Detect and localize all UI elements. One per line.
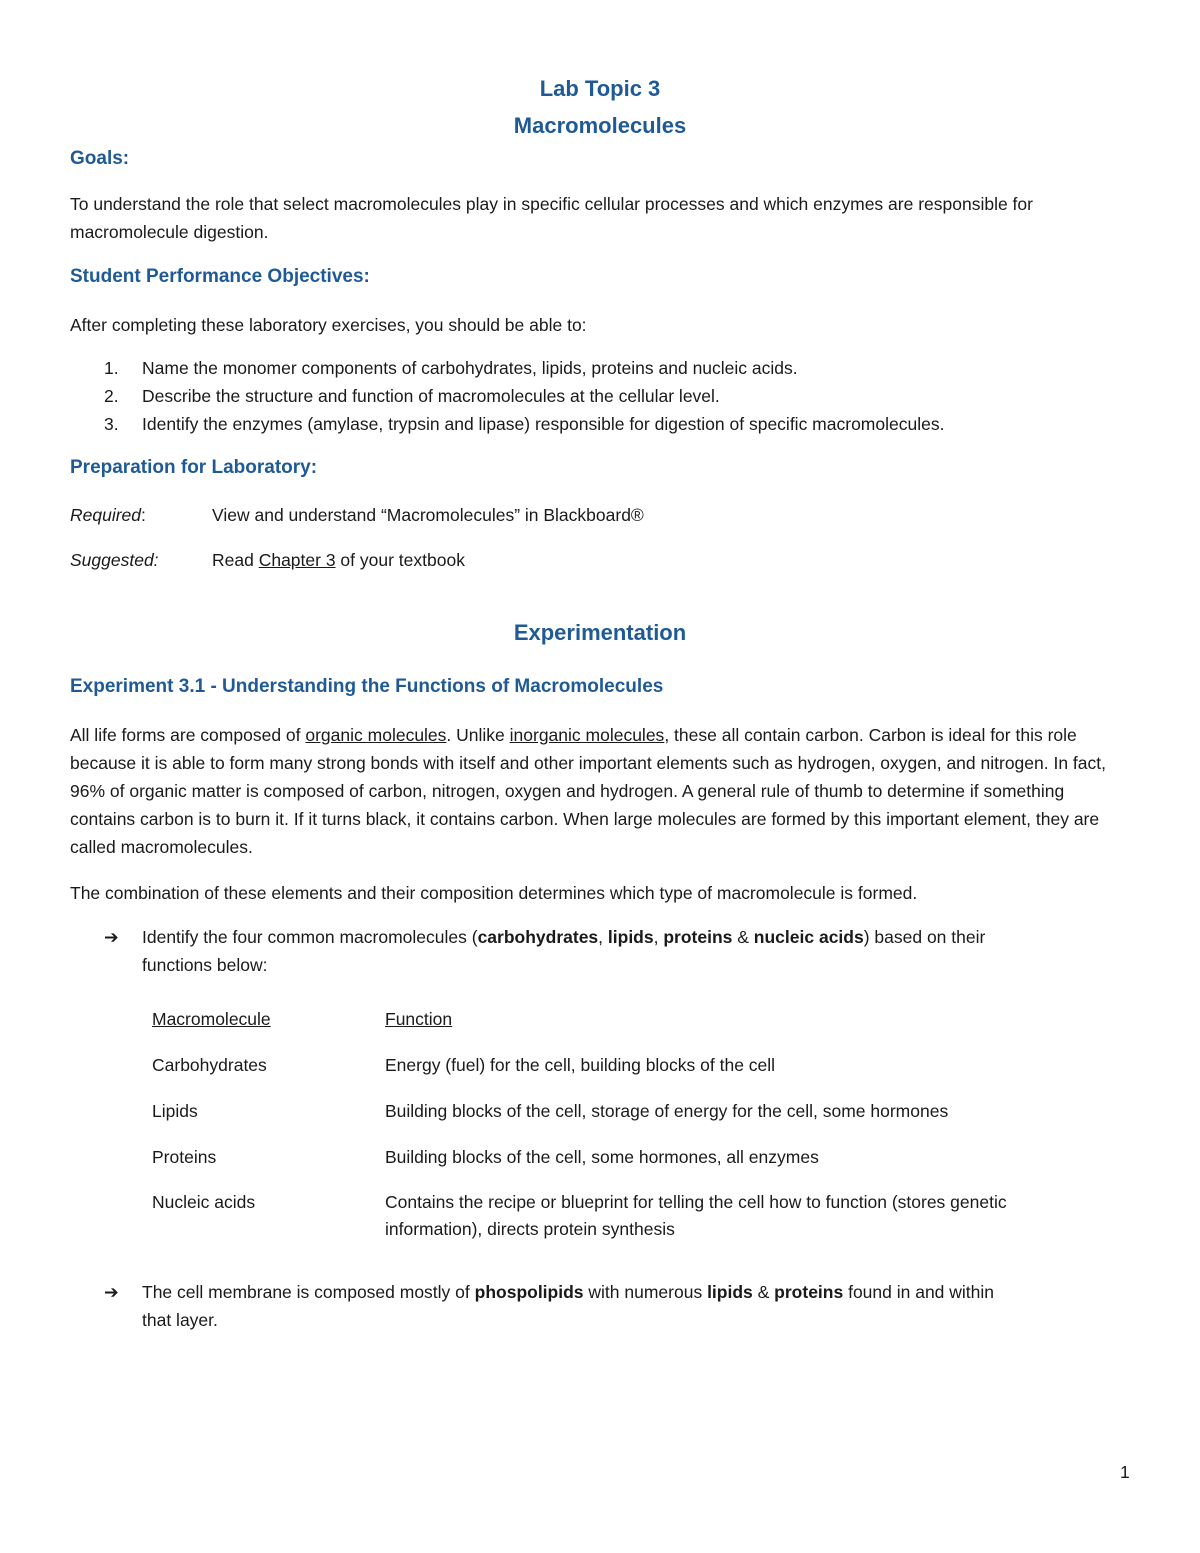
required-colon: : (141, 505, 146, 525)
experimentation-heading: Experimentation (513, 620, 687, 645)
objective-item (104, 382, 720, 410)
required-text: View and understand “Macromolecules” in Blackboard® (212, 505, 644, 525)
bold-term: lipids (607, 927, 654, 947)
objective-number: 1. (104, 358, 119, 378)
table-cell-function: Building blocks of the cell, some hormones, all enzymes (385, 1147, 819, 1167)
organic-molecules-link[interactable]: organic molecules (305, 725, 447, 745)
required-label: Required (70, 505, 142, 525)
objective-text: Name the monomer components of carbohydrates, lipids, proteins and nucleic acids. (142, 358, 798, 378)
table-cell-name: Carbohydrates (152, 1055, 267, 1075)
bold-term: phospolipids (474, 1282, 584, 1302)
bullet-text: with numerous (583, 1282, 708, 1302)
bullet-identify (104, 923, 985, 951)
bullet-text: found in and within (843, 1282, 995, 1302)
paragraph-text: All life forms are composed of (70, 725, 306, 745)
objectives-heading: Student Performance Objectives: (70, 266, 370, 287)
table-cell-name: Nucleic acids (152, 1192, 256, 1212)
table-cell-name: Proteins (152, 1147, 217, 1167)
bullet-text: Identify the four common macromolecules ( (142, 927, 478, 947)
paragraph-text: , these all contain carbon. Carbon is ideal for this role because it is able to form many strong bonds with itself and other important elements such as hydrogen, oxygen, and nitrogen. In fact, 96% of organic matter is composed of carbon, nitrogen, oxygen and hydrogen. A general rule of thumb to determine if something contains carbon is to burn it. If it turns black, it contains carbon. When large molecules are formed by this important element, they are called macromolecules. (70, 725, 1106, 857)
paragraph-combination: The combination of these elements and their composition determines which type of macromolecule is formed. (70, 883, 918, 903)
suggested-label: Suggested: (70, 550, 159, 570)
chapter-link[interactable]: Chapter 3 (258, 550, 336, 570)
bold-term: nucleic acids (753, 927, 864, 947)
bullet-text: The cell membrane is composed mostly of (142, 1282, 475, 1302)
table-header-macromolecule: Macromolecule (152, 1009, 271, 1029)
objective-number: 2. (104, 386, 119, 406)
objective-item (104, 410, 944, 438)
table-cell-function: Energy (fuel) for the cell, building blocks of the cell (385, 1055, 776, 1075)
suggested-row (212, 546, 465, 574)
experiment-heading: Experiment 3.1 - Understanding the Functions of Macromolecules (70, 676, 664, 697)
objectives-intro: After completing these laboratory exercises, you should be able to: (70, 315, 587, 335)
page-title: Lab Topic 3 (539, 76, 661, 101)
arrow-icon: ➔ (104, 1282, 119, 1302)
bullet-membrane-cont: that layer. (142, 1310, 218, 1330)
bullet-identify-cont: functions below: (142, 955, 268, 975)
bold-term: lipids (707, 1282, 753, 1302)
bold-term: carbohydrates (477, 927, 599, 947)
bold-term: proteins (774, 1282, 844, 1302)
paragraph-organic (70, 721, 1130, 861)
objective-number: 3. (104, 414, 119, 434)
separator: & (752, 1282, 775, 1302)
paragraph-text: . Unlike (446, 725, 510, 745)
table-cell-function: Contains the recipe or blueprint for telling the cell how to function (stores genetic (385, 1192, 1007, 1212)
table-cell-function-cont: information), directs protein synthesis (385, 1219, 675, 1239)
suggested-text-end: of your textbook (335, 550, 465, 570)
bold-term: proteins (663, 927, 733, 947)
bullet-text: ) based on their (863, 927, 986, 947)
goals-heading: Goals: (70, 148, 130, 169)
objective-text: Identify the enzymes (amylase, trypsin and lipase) responsible for digestion of specific macromolecules. (142, 414, 945, 434)
suggested-text: Read (212, 550, 259, 570)
separator: , (653, 927, 664, 947)
table-cell-name: Lipids (152, 1101, 198, 1121)
arrow-icon: ➔ (104, 927, 119, 947)
page-number: 1 (1120, 1462, 1130, 1482)
table-cell-function: Building blocks of the cell, storage of energy for the cell, some hormones (385, 1101, 949, 1121)
bullet-membrane (104, 1278, 994, 1306)
inorganic-molecules-link[interactable]: inorganic molecules (509, 725, 665, 745)
table-header-function: Function (385, 1009, 453, 1029)
preparation-heading: Preparation for Laboratory: (70, 457, 318, 478)
objective-item (104, 354, 798, 382)
separator: , (598, 927, 608, 947)
goals-text: To understand the role that select macromolecules play in specific cellular processes and which enzymes are responsible for macromolecule digestion. (70, 194, 1033, 242)
page-subtitle: Macromolecules (513, 113, 687, 138)
required-row (70, 501, 146, 529)
separator: & (732, 927, 754, 947)
objective-text: Describe the structure and function of macromolecules at the cellular level. (142, 386, 720, 406)
